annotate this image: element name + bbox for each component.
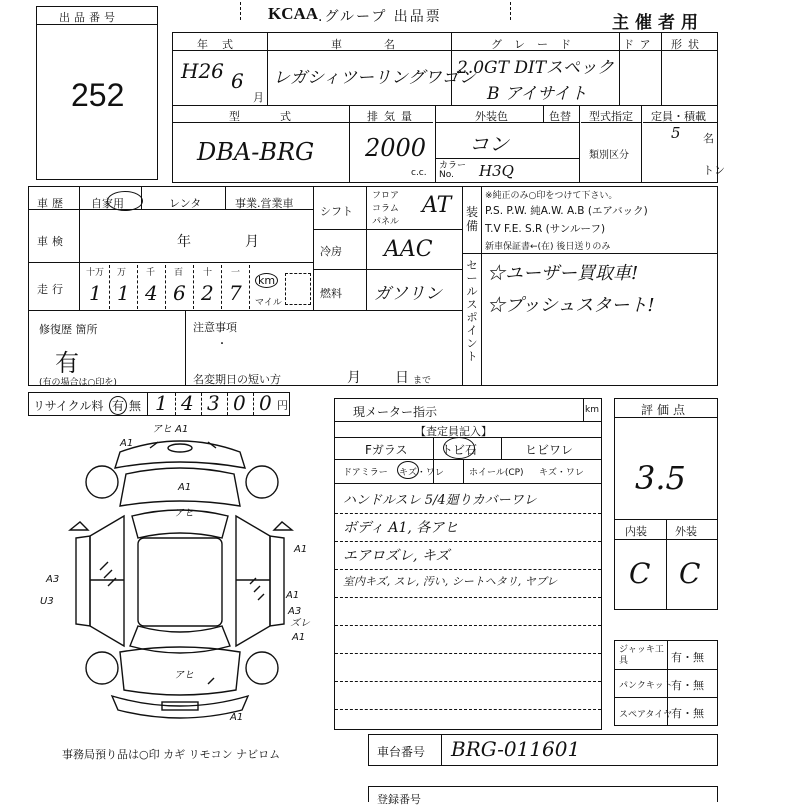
history-label: 車歴: [37, 197, 67, 210]
svg-text:アヒ: アヒ: [174, 508, 194, 519]
equipment-line3: 新車保証書←(在) 後日送りのみ: [485, 242, 611, 252]
repair-value: 有: [55, 349, 79, 377]
form-title: .グループ 出品票: [318, 9, 442, 25]
capacity-unit: 名: [703, 132, 714, 145]
sales-point-line1: ☆ユーザー買取車!: [487, 263, 639, 284]
car-name-label: 車名: [331, 38, 437, 51]
note-line2: ボディ A1, 各アヒ: [343, 520, 459, 536]
model-label: 型式: [229, 110, 331, 123]
svg-text:A1: A1: [230, 712, 244, 723]
meter-unit: km: [585, 405, 599, 415]
diagram-caption: 事務局預り品は○印 カギ リモコン ナビロム: [62, 748, 281, 761]
score-label: 評価点: [641, 403, 690, 417]
inspector-note: 【査定員記入】: [415, 425, 492, 438]
recycle-unit: 円: [277, 399, 288, 412]
mileage-digit-2: 1: [117, 281, 130, 305]
vehicle-info-row1: [172, 32, 718, 106]
history-block: [28, 186, 314, 311]
shift-option-column: コラム: [372, 204, 399, 214]
inspection-year: 年: [177, 234, 191, 250]
repair-note: (有の場合は○印を): [39, 378, 117, 388]
ac-value: AAC: [384, 237, 433, 262]
score-value: 3.5: [635, 459, 686, 497]
capacity-value: 5: [671, 124, 681, 142]
wheel-label: ホイール(CP): [469, 468, 524, 478]
recycle-yes: 有: [109, 396, 127, 415]
expiry-label: 名変期日の短い方: [193, 373, 281, 386]
recycle-digit-1: 1: [155, 391, 168, 415]
recycle-digit-4: 0: [233, 391, 246, 415]
equipment-note: ※純正のみ○印をつけて下さい。: [485, 191, 618, 201]
repair-block: 修復歴 箇所 有 (有の場合は○印を) 注意事項 ・ 名変期日の短い方 月 日 まで: [28, 310, 463, 386]
shape-label: 形状: [671, 38, 705, 51]
note-line3: エアロズレ, キズ: [343, 548, 450, 564]
svg-text:A1: A1: [292, 632, 306, 643]
color-no-label: カラーNo.: [439, 161, 467, 180]
interior-label: 内装: [625, 525, 647, 538]
shift-option-panel: パネル: [372, 217, 400, 227]
expiry-day: 日: [395, 370, 409, 386]
caution-label: 注意事項: [193, 321, 237, 334]
spec-block: [313, 186, 463, 311]
crack-label: ヒビワレ: [525, 443, 574, 457]
recycle-digit-5: 0: [259, 391, 272, 415]
color-change-label: 色替: [549, 110, 571, 123]
fuel-label: 燃料: [320, 287, 342, 300]
history-option-rental: レンタ: [169, 197, 202, 210]
model-value: DBA-BRG: [197, 138, 315, 166]
exterior-label: 外装: [675, 525, 697, 538]
svg-text:A1: A1: [286, 590, 300, 601]
history-option-commercial: 事業.営業車: [235, 197, 294, 210]
inspection-label: 車検: [37, 235, 67, 248]
svg-text:A1: A1: [178, 482, 192, 493]
svg-text:A1: A1: [294, 544, 308, 555]
equipment-block: [462, 186, 718, 386]
mileage-digit-3: 4: [145, 281, 158, 305]
doors-label: ドア: [623, 38, 657, 51]
organizer-label: 主催者用: [612, 13, 704, 33]
mileage-digit-1: 1: [89, 281, 102, 305]
shift-value: AT: [422, 193, 452, 218]
car-damage-diagram: [40, 420, 330, 730]
digit-label-10k: 万: [117, 268, 127, 278]
month-value: 6: [231, 69, 244, 93]
brand-logo: KCAA: [268, 4, 319, 23]
sales-point-label: セ ー ル ス ポ イ ン ト: [466, 259, 478, 363]
shift-option-floor: フロア: [372, 191, 400, 201]
grade-value-2: B アイサイト: [487, 84, 588, 104]
equipment-line2: T.V F.E. S.R (サンルーフ): [485, 223, 606, 235]
equipment-label: 装 備: [465, 205, 478, 233]
engine-unit: c.c.: [411, 168, 427, 178]
svg-text:アヒ: アヒ: [174, 670, 194, 681]
recycle-block: [28, 392, 290, 416]
capacity-label: 定員・積載: [651, 110, 706, 123]
puncture-option: 有・無: [671, 679, 704, 692]
lot-number-value: 252: [71, 77, 125, 113]
month-unit: 月: [253, 91, 264, 104]
note-line1: ハンドルスレ 5/4廻りカバーワレ: [343, 493, 537, 508]
category-label: 類別区分: [589, 150, 629, 161]
digit-label-1k: 千: [146, 268, 156, 278]
engine-value: 2000: [365, 134, 427, 162]
mileage-digit-6: 7: [229, 281, 242, 305]
svg-text:アヒ A1: アヒ A1: [152, 424, 189, 435]
f-glass-label: Fガラス: [365, 443, 408, 457]
spare-option: 有・無: [671, 707, 704, 720]
history-option-private: 自家用: [91, 197, 124, 210]
tools-block: [614, 640, 718, 726]
inspection-month: 月: [245, 234, 259, 250]
recycle-digit-2: 4: [181, 391, 194, 415]
f-glass-value: トビ石: [441, 443, 478, 457]
color-label: 外装色: [475, 110, 508, 123]
color-value: コン: [469, 132, 509, 156]
svg-text:ズレ: ズレ: [290, 618, 310, 629]
svg-text:A1: A1: [120, 438, 134, 449]
svg-text:U3: U3: [40, 596, 54, 607]
wheel-value: キズ・ワレ: [539, 468, 584, 478]
mileage-label: 走行: [37, 283, 67, 296]
repair-label: 修復歴 箇所: [39, 323, 98, 336]
grade-label: グレード: [491, 38, 583, 51]
digit-label-100: 百: [174, 268, 184, 278]
meter-label: 現メーター指示: [353, 405, 438, 419]
digit-label-100k: 十万: [86, 268, 105, 278]
year-value: H26: [181, 59, 224, 83]
color-no-value: H3Q: [479, 162, 514, 180]
score-block: [614, 398, 718, 610]
fuel-value: ガソリン: [374, 284, 442, 304]
inspection-block: [334, 398, 602, 730]
equipment-line1: P.S. P.W. 純A.W. A.B (エアバック): [485, 205, 648, 217]
year-label: 年式: [197, 38, 247, 51]
chassis-value: BRG-011601: [451, 737, 581, 761]
sales-point-line2: ☆プッシュスタート!: [487, 295, 655, 316]
digit-label-10: 十: [203, 268, 213, 278]
vehicle-info-row2: [172, 105, 725, 183]
load-unit: トン: [703, 164, 725, 177]
lot-number-label: 出品番号: [59, 11, 119, 24]
digit-label-1: 一: [231, 268, 241, 278]
svg-text:A3: A3: [46, 574, 60, 585]
spare-label: スペアタイヤ: [619, 710, 673, 720]
mirror-value: キズ・ワレ: [399, 468, 444, 478]
mileage-digit-4: 6: [173, 281, 186, 305]
svg-text:A3: A3: [288, 606, 302, 617]
type-spec-label: 型式指定: [589, 110, 633, 123]
mileage-digit-5: 2: [201, 281, 214, 305]
interior-value: C: [629, 557, 651, 590]
mirror-label: ドアミラー: [343, 468, 388, 478]
car-name-value: レガシィツーリングワゴン: [273, 68, 476, 88]
shift-label: シフト: [320, 205, 353, 218]
chassis-label: 車台番号: [377, 745, 426, 759]
note-line4: 室内キズ, スレ, 汚い, シートヘタリ, ヤブレ: [343, 575, 558, 588]
jack-label: ジャッキ工具: [619, 645, 664, 666]
lot-number-box: [36, 6, 158, 180]
chassis-block: [368, 734, 718, 766]
mile-unit: マイル: [255, 298, 282, 308]
jack-option: 有・無: [671, 651, 704, 664]
ac-label: 冷房: [320, 245, 342, 258]
exterior-value: C: [679, 557, 701, 590]
expiry-month: 月: [347, 370, 361, 386]
recycle-no: 無: [129, 399, 142, 413]
puncture-label: パンクキット: [619, 681, 673, 691]
registration-label: 登録番号: [377, 793, 421, 806]
grade-value-1: 2.0GT DITスペック: [457, 58, 615, 78]
recycle-label: リサイクル料: [33, 399, 104, 413]
km-unit: km: [255, 273, 278, 288]
expiry-suffix: まで: [413, 376, 432, 386]
engine-label: 排気量: [367, 110, 418, 123]
recycle-digit-3: 3: [207, 391, 220, 415]
